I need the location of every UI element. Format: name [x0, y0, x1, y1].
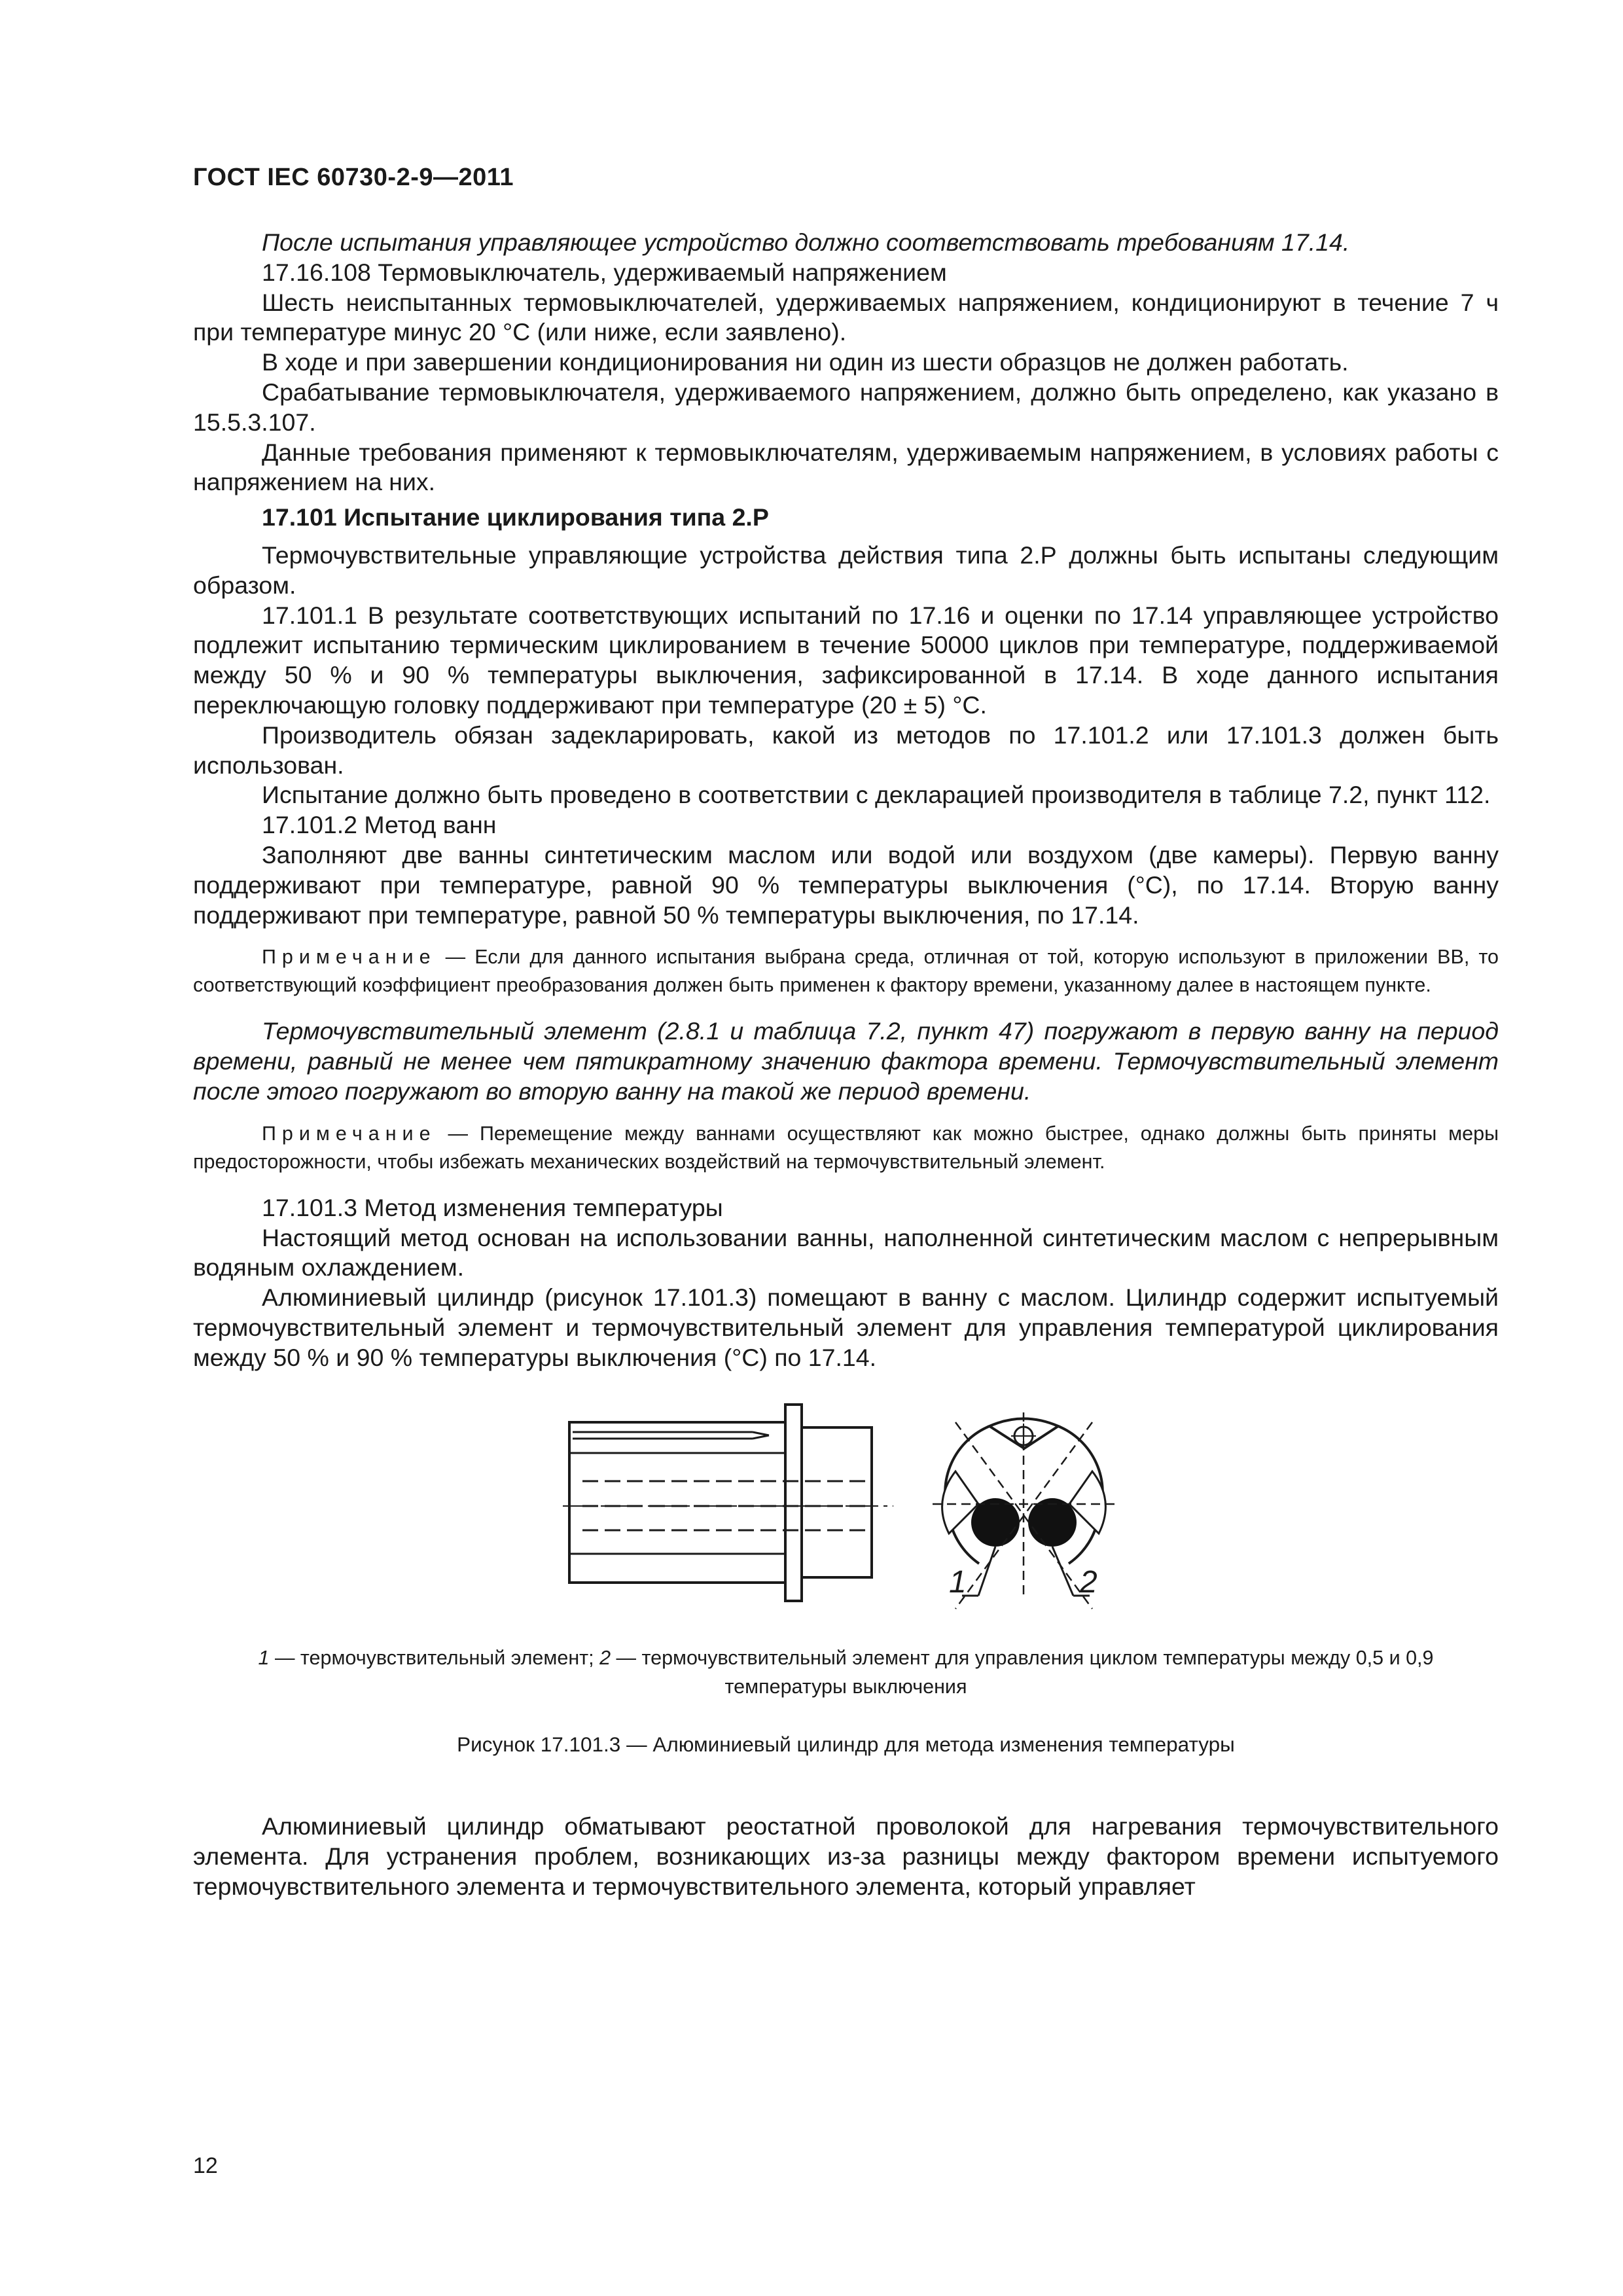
legend-text-1: — термочувствительный элемент; — [269, 1646, 600, 1669]
legend-number-2: 2 — [599, 1646, 611, 1669]
paragraph: 17.101.1 В результате соответствующих испытаний по 17.16 и оценки по 17.14 управляющее устройство подлежит испытанию термическим циклированием в течение 50000 циклов при температуре, поддерживаемой между 50 % и 90 % температуры выключения, зафиксированной в 17.14. В ходе данного испытания переключающую головку поддерживают при температуре (20 ± 5) °С. — [193, 601, 1499, 719]
paragraph: Испытание должно быть проведено в соответствии с декларацией производителя в таблице 7.2, пункт 112. — [262, 781, 1491, 809]
paragraph: Заполняют две ванны синтетическим маслом или водой или воздухом (две камеры). Первую ванну поддерживают при температуре, равной 90 % температуры выключения (°С), по 17.14. Вторую ванну поддерживают при температуре, равной 50 % температуры выключения, по 17.14. — [193, 840, 1499, 929]
cylinder-side-view — [563, 1405, 893, 1601]
paragraph: Термочувствительный элемент (2.8.1 и таблица 7.2, пункт 47) погружают в первую ванну на период времени, равный не менее чем пятикратному значению фактора времени. Термочувствительный элемент после этого погружают во вторую ванну на такой же период времени. — [193, 1017, 1499, 1105]
paragraph: Данные требования применяют к термовыключателям, удерживаемым напряжением, в условиях работы с напряжением на них. — [193, 438, 1499, 496]
legend-text-2: — термочувствительный элемент для управления циклом температуры между 0,5 и 0,9 температуры выключения — [611, 1646, 1434, 1698]
note-label: Примечание — [262, 946, 437, 969]
note — [193, 943, 1499, 999]
note-text: — Перемещение между ваннами осуществляют как можно быстрее, однако должны быть приняты меры предосторожности, чтобы избежать механических воздействий на термочувствительный элемент. — [193, 1122, 1499, 1173]
clause-heading: 17.101.3 Метод изменения температуры — [262, 1193, 723, 1221]
page-number: 12 — [193, 2153, 218, 2178]
paragraph: Срабатывание термовыключателя, удерживаемого напряжением, должно быть определено, как указано в 15.5.3.107. — [193, 378, 1499, 436]
paragraph: Алюминиевый цилиндр (рисунок 17.101.3) помещают в ванну с маслом. Цилиндр содержит испытуемый термочувствительный элемент и термочувствительный элемент для управления температурой циклирования между 50 % и 90 % температуры выключения (°С) по 17.14. — [193, 1283, 1499, 1371]
figure-caption: Рисунок 17.101.3 — Алюминиевый цилиндр для метода изменения температуры — [457, 1732, 1235, 1756]
paragraph: Термочувствительные управляющие устройства действия типа 2.Р должны быть испытаны следующим образом. — [193, 541, 1499, 599]
note — [193, 1120, 1499, 1176]
paragraph: Шесть неиспытанных термовыключателей, удерживаемых напряжением, кондиционируют в течение 7 ч при температуре минус 20 °С (или ниже, если заявлено). — [193, 288, 1499, 346]
figure-legend — [232, 1643, 1459, 1701]
paragraph: В ходе и при завершении кондиционирования ни один из шести образцов не должен работать. — [262, 348, 1349, 376]
clause-heading: 17.101.2 Метод ванн — [262, 811, 497, 839]
legend-number-1: 1 — [258, 1646, 270, 1669]
document-header: ГОСТ IEC 60730-2-9—2011 — [193, 164, 514, 191]
section-heading: 17.101 Испытание циклирования типа 2.Р — [262, 503, 769, 531]
paragraph: Настоящий метод основан на использовании ванны, наполненной синтетическим маслом с непрерывным водяным охлаждением. — [193, 1223, 1499, 1282]
note-text: — Если для данного испытания выбрана среда, отличная от той, которую используют в приложении ВВ, то соответствующий коэффициент преобразования должен быть применен к фактору времени, указанному далее в настоящем пункте. — [193, 946, 1499, 997]
note-label: Примечание — [262, 1122, 437, 1145]
document-body — [193, 228, 1499, 1902]
paragraph: Производитель обязан задекларировать, какой из методов по 17.101.2 или 17.101.3 должен быть использован. — [193, 721, 1499, 779]
figure-label-1: 1 — [949, 1564, 967, 1600]
paragraph: Алюминиевый цилиндр обматывают реостатной проволокой для нагревания термочувствительного элемента. Для устранения проблем, возникающих из-за разницы между фактором времени испытуемого термочувствительного элемента и термочувствительного элемента, который управляет — [193, 1812, 1499, 1900]
paragraph: После испытания управляющее устройство должно соответствовать требованиям 17.14. — [262, 228, 1350, 256]
clause-heading: 17.16.108 Термовыключатель, удерживаемый напряжением — [262, 258, 947, 286]
cylinder-drawing — [193, 1399, 1499, 1619]
figure-label-2: 2 — [1080, 1564, 1097, 1600]
figure-aluminium-cylinder — [193, 1399, 1499, 1619]
